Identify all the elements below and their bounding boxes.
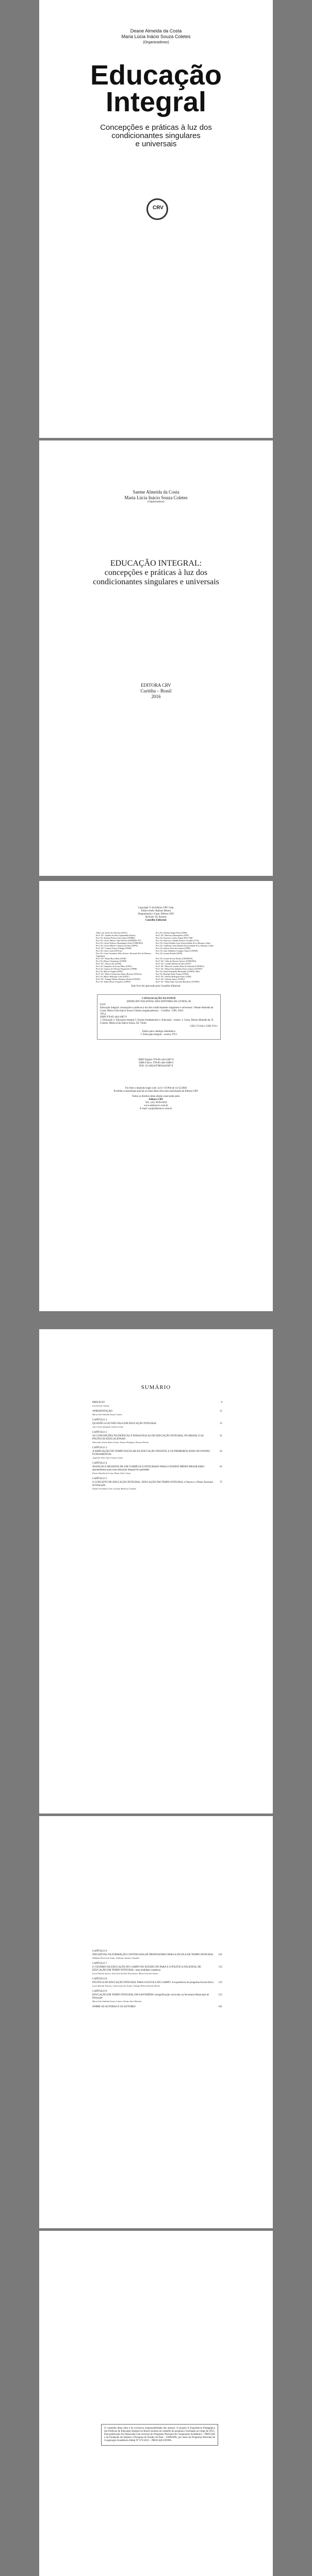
- toc-entry-title: CAPÍTULO 6: [92, 1950, 107, 1953]
- toc-entry-title: QUANDO A LEI NÃO FALA EM EDUCAÇÃO INTEGRAL: [92, 1422, 157, 1425]
- toc-entry-title: AVANÇOS E DESAFIOS DE UM CURRÍCULO INTEGRADO PARA O ENSINO MÉDIO BRASILEIRO: apontamentos para uma educação integral de qualidade: [92, 1466, 205, 1471]
- board-member: Prof. Dr. Guillermo Arias Beatón (Universidade de La Havana–Cuba): [156, 944, 214, 947]
- toc-entry-author: Maria Lília Imbiriba Sousa Colares; Denize Alves Marinho: [92, 2000, 142, 2003]
- board-member: Prof. Dr. Carlos Federico Domínguez Avila (UNIEURO): [96, 942, 143, 944]
- board-member: Profª. Drª. Carmen Tereza Velanga (UNIR): [96, 947, 132, 950]
- toc-entry-title: O CENÁRIO DA EDUCAÇÃO DO CAMPO NO ESTADO DO PARÁ E A POLÍTICA NACIONAL DE EDUCAÇÃO EM TEMPO INTEGRAL: uma realidade complexa: [92, 1966, 201, 1972]
- toc-entry-author: Sandra Fernandes Leite; Lucimar Barbosa Coutinho: [92, 1487, 136, 1490]
- toc-list: [92, 1950, 222, 2012]
- toc-entry[interactable]: [92, 1450, 222, 1459]
- board-member: Prof. Dr. Leonel Severo Rocha (UNISINOS): [156, 957, 193, 960]
- toc-entry[interactable]: [92, 1990, 222, 1993]
- copyright-page: [39, 881, 273, 1311]
- toc-entry-title: CAPÍTULO 7: [92, 1962, 107, 1965]
- toc-entry-title: AS CONCEPÇÕES FILOSÓFICAS E PEDAGÓGICAS DE EDUCAÇÃO INTEGRAL NO BRASIL E AS POLÍTICAS EDUCACIONAIS: [92, 1435, 204, 1440]
- cover-subtitle: Concepções e práticas à luz dos condicionantes singulares e universais: [100, 123, 212, 148]
- toc-entry-title: PREFÁCIO: [92, 1401, 105, 1404]
- board-member: Prof. Dr. Francisco Carlos Duarte (PUC-PR): [156, 937, 193, 939]
- board-member: Prof. Dr. Jailson Alves dos Santos (UFRJ): [156, 947, 191, 950]
- toc-entry-title: O CONCEITO DE EDUCAÇÃO INTEGRAL, EDUCAÇÃO EM TEMPO INTEGRAL e Outros e o Plano Nacional de Educação: [92, 1481, 213, 1487]
- editors-role: (Organizadoras): [147, 501, 165, 503]
- toc-entry[interactable]: [92, 1419, 222, 1422]
- toc-list: [92, 1401, 222, 1493]
- toc-entry[interactable]: [92, 1422, 222, 1428]
- toc-entry-author: Maria Lília Imbiriba Sousa Colares: [92, 1413, 122, 1416]
- toc-entry-page: [215, 1447, 222, 1450]
- publisher-logo: CRV: [146, 198, 168, 220]
- toc-entry-page: [215, 1978, 222, 1981]
- toc-entry[interactable]: [92, 1994, 222, 2003]
- board-member: Prof. Dr. Tadeu Oliver Gonçalves (UFPA): [96, 980, 131, 983]
- toc-entry[interactable]: [92, 1978, 222, 1981]
- board-member: Profª. Drª. Sydione Santos (UEPG): [156, 978, 185, 980]
- toc-entry-author: José Carlos Sebastião Cabrera Lisbo: [92, 1426, 123, 1428]
- toc-entry-author: Waldiane Pereira de Souza; Lindomar Sanches Claudino: [92, 1957, 140, 1959]
- toc-page: [39, 1329, 273, 1814]
- toc-entry-title: A AMPLIAÇÃO DO TEMPO ESCOLAR NA EDUCAÇÃO INFANTIL E OS PRIMEIROS ANOS DO ENSINO FUNDAMENTAL: [92, 1450, 210, 1456]
- toc-entry[interactable]: [92, 1435, 222, 1444]
- toc-entry-page: 115: [218, 1966, 222, 1969]
- toc-entry[interactable]: [92, 1966, 222, 1975]
- toc-entry[interactable]: [92, 1401, 222, 1407]
- toc-entry[interactable]: [92, 1410, 222, 1416]
- toc-entry-title: CAPÍTULO 8: [92, 1978, 107, 1980]
- editors-role: (Organizadoras): [143, 41, 169, 44]
- cover-page: [39, 0, 273, 438]
- toc-entry-author: Jaqueline Silva; Ana Cristina Cunha: [92, 1456, 123, 1459]
- board-member: Prof. Dr. Cesar Gerónimo Tello (Univer. Nacional Três de Febrero–Argentina): [96, 952, 152, 957]
- board-member: Profª. Drª. Maria Lília Imbiriba Sousa Colares (UFOPA): [156, 968, 203, 970]
- board-member: Profª. Drª. Fabrícia Guinomarães (UPE): [156, 934, 189, 937]
- toc-entry-page: 9: [221, 1401, 222, 1404]
- board-member: Prof. Dr. Antônio Pereira Gaio Júnior (UFRRJ): [96, 937, 135, 939]
- board-member: Prof. Dr. Josania Portela (UFPI): [156, 952, 183, 955]
- board-member: Prof. Dr. João Adalberto Campato Junior (UNESP): [156, 950, 198, 952]
- board-member: Profª. Drª. Lourdes Helena da Silva (UFV): [156, 962, 191, 965]
- approval-note: Este livro foi aprovado pelo Conselho Editorial.: [131, 985, 181, 988]
- board-member: Profª. Drª. Gláucia Iris (UFRJ): [96, 962, 122, 965]
- board-row: [96, 952, 216, 957]
- board-member: Profª. Drª. Tânia Suely Azevedo Brasileiro (UFOPA): [156, 980, 200, 983]
- toc-entry[interactable]: [92, 1950, 222, 1953]
- toc-entry[interactable]: [92, 1962, 222, 1965]
- board-member: Prof. Dr. Celso Conti (UFSCar): [96, 950, 122, 952]
- editor-name: Deane Almeida da Costa: [130, 28, 182, 33]
- board-member: Prof. Dr. Paulo Romualdo Hernandes (UNIFAL-MG): [156, 970, 200, 973]
- board-row: [96, 980, 216, 983]
- board-member: Prof. Dr. Marcel Aragão (UFRJ): [96, 970, 123, 973]
- toc-entry-title: APRESENTAÇÃO: [92, 1410, 113, 1413]
- toc-entry-title: POLÍTICA DE EDUCAÇÃO INTEGRAL PARA A ESCOLA DO CAMPO: A experiência do programa Escola Ativa: [92, 1981, 214, 1984]
- toc-entry-author: Luisa Almeida Teixeira; Cauã Gomes de Araújo; Solange Helena Ximenes-Rocha: [92, 1985, 160, 1987]
- toc-entry[interactable]: [92, 1447, 222, 1450]
- toc-entry-title: CAPÍTULO 4: [92, 1462, 107, 1465]
- toc-entry[interactable]: [92, 1462, 222, 1465]
- responsibility-note: O conteúdo desta obra é de exclusiva responsabilidade dos autores. O projeto A Experiência Pedagógica das Políticas de Educação Integral no Brasil resultou do trabalho de pesquisa e formação ao longo de 2015. Esta publicação foi financiada com recursos do Programa Nacional de Cooperação Acadêmica – PROCAD e da Fundação de Amparo à Pesquisa do Estado do Pará – FAPESPA, por meio do Programa Nacional de Cooperação Acadêmica Edital Nº 071/2013 – PROCAD-UFOPA.: [101, 2424, 218, 2446]
- board-member: Profª. Drª. Eliane Rose Maio (UEM): [96, 957, 126, 960]
- board-member: Prof. Dr. Antônio Sergio Reis (UFSE): [156, 931, 187, 934]
- toc-entry-page: [215, 1950, 222, 1953]
- toc-entry[interactable]: [92, 1431, 222, 1434]
- toc-entry-title: SOBRE AS AUTORAS E OS AUTORES: [92, 2006, 136, 2008]
- toc-entry-page: 45: [220, 1450, 222, 1453]
- toc-entry[interactable]: [92, 1481, 222, 1490]
- toc-entry-page: 135: [218, 1981, 222, 1984]
- cover-editors: [39, 28, 273, 45]
- toc-entry-author: Luiz Ernesto Gantuf: [92, 1404, 109, 1407]
- toc-entry-author: Almerindo Janela Afonso Souza; Simone Rodrigues Ximenes-Rocha: [92, 1441, 149, 1444]
- toc-entry-title: CAPÍTULO 5: [92, 1478, 107, 1480]
- board-member: Profª. Drª. Andréia da Silva Quintanilha (Ponte): [96, 934, 136, 937]
- toc-entry-page: 15: [220, 1422, 222, 1425]
- toc-entry[interactable]: [92, 2006, 222, 2009]
- catalog-card: CATALOGAÇÃO NA FONTE SINDICATO NACIONAL DOS EDITORES DE LIVROS, RJ E319 Educação integral: concepções e práticas à luz dos condicionantes singulares e universais / Deane Almeida da Costa, Maria Lília Inácio Souza Coletes (organizadoras). – Curitiba : CRV, 2016. 192 p. ISBN 978-85-444-1087-9 1. Educação 2. Educação integral 3. Ensino fundamental 4. Educação - ensino. I. Costa, Deane Almeida da. II. Colares, Maria Lília Inácio Souza. III. Título. CDU 37.018.1 CDD 370.1 Índice para catálogo sistemático 1. Educação integral – ensino 370.1: [97, 994, 221, 1040]
- board-member: Prof. Dr. Gloria Fariñas León (Universidade de La Havana–Cuba): [156, 942, 210, 944]
- toc-entry-page: [215, 1990, 222, 1993]
- toc-entry-title: CAPÍTULO 9: [92, 1990, 107, 1993]
- toc-entry-page: 155: [218, 1994, 222, 1996]
- toc-entry-page: 61: [220, 1466, 222, 1468]
- board-member: Profª. Drª. Simone Rodrigues Pinto (UNB): [156, 975, 191, 978]
- toc-entry-title: CAPÍTULO 1: [92, 1419, 107, 1421]
- credits: Copyright © da Editora CRV Ltda. Editor-chefe: Railson Moura Diagramação e Capa: Editora CRV Revisão: Os Autores Conselho Editorial:: [138, 907, 174, 922]
- toc-title: SUMÁRIO: [141, 1384, 171, 1391]
- board-member: Prof. Dr. Elizeu Clementino (UNEB): [96, 960, 127, 962]
- toc-entry-page: 101: [218, 1954, 222, 1956]
- rights-block: Foi feito o depósito legal conf. Lei nº 10.994 de 14/12/2004 Proibida a reprodução parcial ou total desta obra sem autorização da Editora CRV Todos os direitos desta edição reservados pela: Editora CRV Tel.: (41) 3039-6418 www.editoracrv.com.br E-mail: sac@editoracrv.com.br: [113, 1087, 199, 1110]
- toc-entry-page: 11: [220, 1410, 222, 1413]
- toc-entry[interactable]: [92, 1466, 222, 1475]
- toc-entry-page: 75: [220, 1481, 222, 1484]
- editor-name: Saeme Almeida da Costa: [133, 489, 179, 495]
- toc-entry-page: [215, 1462, 222, 1465]
- toc-entry-title: CAPÍTULO 2: [92, 1431, 107, 1434]
- toc-entry-page: [215, 1962, 222, 1965]
- toc-entry-page: 31: [220, 1435, 222, 1437]
- board-member: Profª. Drª. Lídia de Oliveira Xavier (UNIEURO): [156, 960, 196, 962]
- board-member: Profª. Drª. Mária Cristina dos Santos Bezerra (UFSCar): [96, 973, 142, 975]
- title-editors: [39, 489, 273, 504]
- toc-entry[interactable]: [92, 1981, 222, 1987]
- toc-page-continued: [39, 1816, 273, 2228]
- toc-entry-page: 181: [218, 2006, 222, 2008]
- toc-entry-title: INICIATIVAS NA FORMAÇÃO CONTINUADA DE PROFESSORES PARA A ESCOLA DE TEMPO INTEGRAL: [92, 1954, 214, 1956]
- board-member: Profª. Drª. Maria de Lourdes Pinto de Almeida (UNOESC): [156, 965, 205, 968]
- toc-entry-title: EDUCAÇÃO EM TEMPO INTEGRAL EM SANTARÉM: ressignificação curricular na Secretaria Municipal de Educação: [92, 1994, 209, 1999]
- toc-entry-author: Lucas Martins Soares; Ana Lúcia da Silva Nascimento; Maria Leila dos Santos: [92, 1972, 158, 1975]
- board-member: Prof. Dr. Rodrigo Pratte-Santos (UFES): [156, 973, 189, 975]
- cover-title: Educação Integral: [90, 60, 222, 117]
- publisher-block: EDITORA CRV Curitiba – Brasil 2016: [140, 683, 172, 699]
- toc-entry-page: [215, 1431, 222, 1434]
- note-page: [39, 2231, 273, 2576]
- editor-name: Maria Lúcia Inácio Souza Coletes: [124, 495, 188, 500]
- board-member: Profª. Drª. Solange Helena Ximenes-Rocha (UFOPA): [96, 978, 140, 980]
- board-member: Prof. Dr. Carlos Alberto Vilar Estêvão (UMINHO–PT): [96, 939, 141, 942]
- board-member: Aldo Luiz Xavier de Oliveira (UFSC): [96, 931, 127, 934]
- toc-entry-page: [215, 1478, 222, 1481]
- title-page: [39, 440, 273, 876]
- toc-entry-author: Deane Almeida da Costa; Maria Lília Colares: [92, 1472, 131, 1475]
- board-member: Prof. Dr. Carlos Alberto Camurça da Silva (UFPA): [96, 944, 138, 947]
- editor-name: Maria Lúcia Inácio Souza Coletes: [121, 34, 191, 39]
- toc-entry[interactable]: [92, 1478, 222, 1481]
- board-member: Prof. Dr. Francisco Cláudio Pereira Carvalho (UVA): [156, 939, 199, 942]
- toc-entry[interactable]: [92, 1954, 222, 1959]
- editorial-board: [96, 931, 216, 983]
- toc-entry-page: [215, 1419, 222, 1422]
- toc-entry-title: CAPÍTULO 3: [92, 1447, 107, 1449]
- book-title: EDUCAÇÃO INTEGRAL: concepções e práticas à luz dos condicionantes singulares e universais: [93, 559, 219, 586]
- board-member: Prof. Dr. Mauro Henrique Lobo (UFAL): [96, 975, 129, 978]
- isbn-block: ISBN Digital: 978-85-444-1087-9 ISBN Físico: 978-85-444-1088-6 DOI: 10.24824/978854441087.9: [138, 1059, 174, 1067]
- board-member: Prof. Dr. Gustavo de Oliveira Figueiredo (UFRB): [96, 968, 137, 970]
- board-member: Prof. Dr. Gasparino de Souza Filho (UFSC): [96, 965, 132, 968]
